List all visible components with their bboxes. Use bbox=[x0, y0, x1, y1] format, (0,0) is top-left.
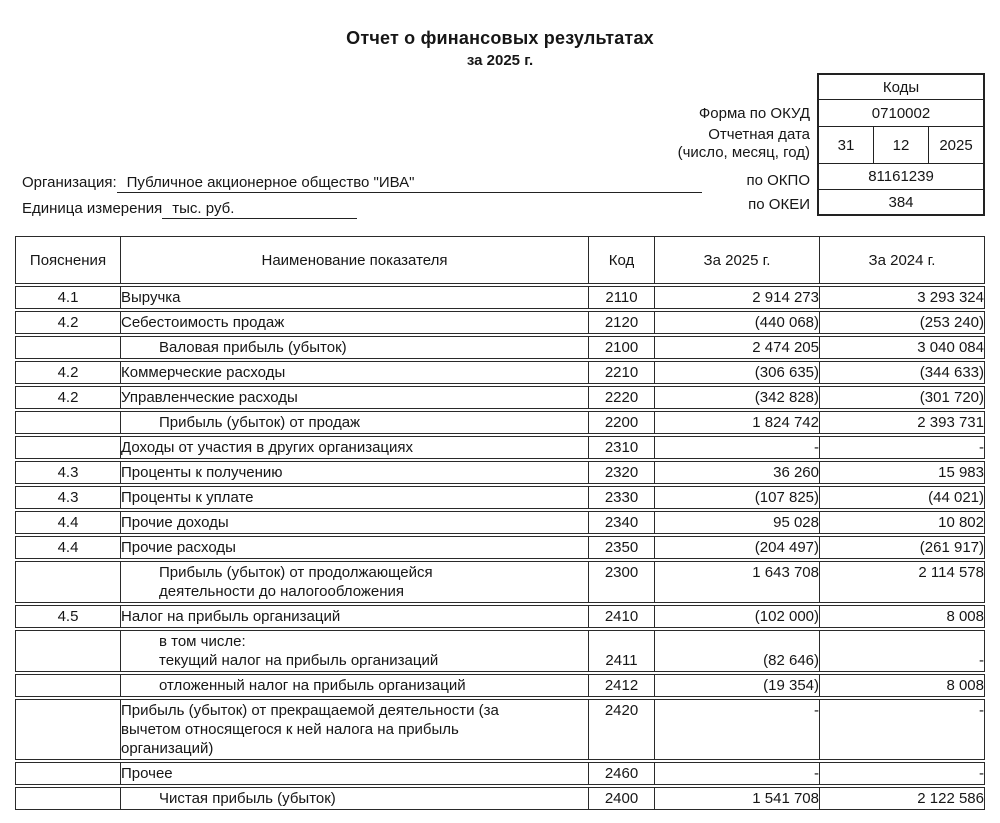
report-date-label bbox=[678, 126, 810, 162]
report-date-label-line2: (число, месяц, год) bbox=[677, 144, 810, 161]
note-cell bbox=[15, 411, 120, 434]
table-row bbox=[15, 561, 985, 603]
note-cell bbox=[15, 436, 120, 459]
indicator-name-cell bbox=[120, 699, 588, 760]
col-header-indicator: Наименование показателя bbox=[120, 236, 588, 284]
code-cell: 2120 bbox=[588, 311, 654, 334]
note-cell bbox=[15, 762, 120, 785]
indicator-name-cell bbox=[120, 386, 588, 409]
note-cell: 4.4 bbox=[15, 536, 120, 559]
value-2024-cell: (44 021) bbox=[819, 486, 985, 509]
table-row bbox=[15, 386, 985, 409]
indicator-name-cell bbox=[120, 674, 588, 697]
table-row bbox=[15, 486, 985, 509]
code-cell: 2310 bbox=[588, 436, 654, 459]
code-cell: 2210 bbox=[588, 361, 654, 384]
indicator-name-cell bbox=[120, 461, 588, 484]
note-cell: 4.3 bbox=[15, 461, 120, 484]
code-cell: 2100 bbox=[588, 336, 654, 359]
unit-line bbox=[22, 200, 357, 219]
table-row bbox=[15, 536, 985, 559]
indicator-name-cell bbox=[120, 511, 588, 534]
indicator-name-line: Валовая прибыль (убыток) bbox=[159, 339, 347, 356]
value-2024-cell: 15 983 bbox=[819, 461, 985, 484]
value-2025-cell: 1 541 708 bbox=[654, 787, 819, 810]
unit-value: тыс. руб. bbox=[162, 200, 357, 219]
indicator-name-cell bbox=[120, 486, 588, 509]
indicator-name-line: в том числе: bbox=[159, 633, 246, 650]
okpo-label: по ОКПО bbox=[746, 172, 810, 189]
table-row bbox=[15, 411, 985, 434]
indicator-name-line: Налог на прибыль организаций bbox=[121, 608, 341, 625]
note-cell: 4.2 bbox=[15, 386, 120, 409]
value-2024-cell: - bbox=[819, 762, 985, 785]
indicator-name-cell bbox=[120, 411, 588, 434]
note-cell: 4.4 bbox=[15, 511, 120, 534]
indicator-name-line: Выручка bbox=[121, 289, 181, 306]
value-2024-cell: 8 008 bbox=[819, 605, 985, 628]
table-row bbox=[15, 436, 985, 459]
table-row bbox=[15, 674, 985, 697]
indicator-name-cell bbox=[120, 561, 588, 603]
table-row bbox=[15, 336, 985, 359]
value-2025-cell: 1 643 708 bbox=[654, 561, 819, 603]
table-row bbox=[15, 461, 985, 484]
value-2024-cell: 8 008 bbox=[819, 674, 985, 697]
code-cell: 2400 bbox=[588, 787, 654, 810]
note-cell bbox=[15, 699, 120, 760]
indicator-name-line: Прибыль (убыток) от продолжающейся bbox=[159, 564, 433, 581]
note-cell bbox=[15, 674, 120, 697]
indicator-name-cell bbox=[120, 436, 588, 459]
code-cell: 2412 bbox=[588, 674, 654, 697]
document-subtitle: за 2025 г. bbox=[466, 52, 534, 69]
value-2025-cell: (306 635) bbox=[654, 361, 819, 384]
code-cell: 2410 bbox=[588, 605, 654, 628]
indicator-name-line: Прочие расходы bbox=[121, 539, 236, 556]
note-cell bbox=[15, 336, 120, 359]
table-row bbox=[15, 605, 985, 628]
value-2025-cell: (19 354) bbox=[654, 674, 819, 697]
value-2024-cell: (344 633) bbox=[819, 361, 985, 384]
value-2025-cell: 1 824 742 bbox=[654, 411, 819, 434]
value-2024-cell: 3 040 084 bbox=[819, 336, 985, 359]
indicator-name-cell bbox=[120, 286, 588, 309]
indicator-name-line: Прибыль (убыток) от продаж bbox=[159, 414, 361, 431]
indicator-name-cell bbox=[120, 336, 588, 359]
code-cell: 2350 bbox=[588, 536, 654, 559]
note-cell bbox=[15, 787, 120, 810]
indicator-name-line: Прибыль (убыток) от прекращаемой деятельности (за bbox=[121, 702, 499, 719]
indicator-name-line: Чистая прибыль (убыток) bbox=[159, 790, 336, 807]
results-table bbox=[15, 234, 985, 812]
okpo-value: 81161239 bbox=[819, 163, 983, 189]
table-row bbox=[15, 311, 985, 334]
code-cell: 2460 bbox=[588, 762, 654, 785]
note-cell: 4.1 bbox=[15, 286, 120, 309]
indicator-name-line: вычетом относящегося к ней налога на прибыль bbox=[121, 721, 459, 738]
report-date-year: 2025 bbox=[928, 127, 983, 163]
table-row bbox=[15, 286, 985, 309]
value-2025-cell: - bbox=[654, 762, 819, 785]
indicator-name-cell bbox=[120, 536, 588, 559]
table-body bbox=[15, 286, 985, 810]
value-2024-cell: - bbox=[819, 436, 985, 459]
indicator-name-line: деятельности до налогообложения bbox=[159, 583, 405, 600]
value-2024-cell: 2 122 586 bbox=[819, 787, 985, 810]
value-2025-cell: (82 646) bbox=[654, 630, 819, 672]
note-cell: 4.3 bbox=[15, 486, 120, 509]
indicator-name-line: Себестоимость продаж bbox=[121, 314, 285, 331]
col-header-2025: За 2025 г. bbox=[654, 236, 819, 284]
table-row bbox=[15, 630, 985, 672]
value-2024-cell: (253 240) bbox=[819, 311, 985, 334]
organization-label: Организация: bbox=[22, 174, 117, 191]
table-header-row bbox=[15, 236, 985, 284]
table-row bbox=[15, 762, 985, 785]
code-cell: 2411 bbox=[588, 630, 654, 672]
value-2024-cell: - bbox=[819, 630, 985, 672]
unit-label: Единица измерения bbox=[22, 200, 163, 217]
col-header-2024: За 2024 г. bbox=[819, 236, 985, 284]
value-2024-cell: (301 720) bbox=[819, 386, 985, 409]
indicator-name-line: отложенный налог на прибыль организаций bbox=[159, 677, 466, 694]
table-row bbox=[15, 361, 985, 384]
code-cell: 2320 bbox=[588, 461, 654, 484]
indicator-name-line: Коммерческие расходы bbox=[121, 364, 286, 381]
value-2024-cell: 10 802 bbox=[819, 511, 985, 534]
okei-value: 384 bbox=[819, 189, 983, 214]
note-cell bbox=[15, 561, 120, 603]
report-date-day: 31 bbox=[837, 136, 855, 154]
indicator-name-cell bbox=[120, 605, 588, 628]
indicator-name-cell bbox=[120, 311, 588, 334]
indicator-name-line: текущий налог на прибыль организаций bbox=[159, 652, 439, 669]
code-cell: 2330 bbox=[588, 486, 654, 509]
codes-box bbox=[817, 73, 985, 216]
indicator-name-cell bbox=[120, 762, 588, 785]
indicator-name-line: Проценты к получению bbox=[121, 464, 283, 481]
report-date-row bbox=[819, 126, 983, 163]
code-cell: 2110 bbox=[588, 286, 654, 309]
value-2025-cell: - bbox=[654, 699, 819, 760]
okei-label: по ОКЕИ bbox=[748, 196, 810, 213]
code-cell: 2420 bbox=[588, 699, 654, 760]
value-2025-cell: (102 000) bbox=[654, 605, 819, 628]
indicator-name-line: Прочие доходы bbox=[121, 514, 229, 531]
indicator-name-line: Управленческие расходы bbox=[121, 389, 298, 406]
code-cell: 2200 bbox=[588, 411, 654, 434]
note-cell bbox=[15, 630, 120, 672]
indicator-name-line: Доходы от участия в других организациях bbox=[121, 439, 414, 456]
value-2025-cell: 2 914 273 bbox=[654, 286, 819, 309]
value-2024-cell: 2 393 731 bbox=[819, 411, 985, 434]
indicator-name-line: Прочее bbox=[121, 765, 173, 782]
note-cell: 4.2 bbox=[15, 311, 120, 334]
indicator-name-line: Проценты к уплате bbox=[121, 489, 254, 506]
codes-box-header: Коды bbox=[882, 78, 920, 96]
indicator-name-line: организаций) bbox=[121, 740, 214, 757]
value-2025-cell: 36 260 bbox=[654, 461, 819, 484]
report-date-label-line1: Отчетная дата bbox=[708, 126, 810, 143]
table-row bbox=[15, 511, 985, 534]
value-2025-cell: (107 825) bbox=[654, 486, 819, 509]
col-header-code: Код bbox=[588, 236, 654, 284]
indicator-name-cell bbox=[120, 787, 588, 810]
value-2024-cell: 3 293 324 bbox=[819, 286, 985, 309]
value-2025-cell: 95 028 bbox=[654, 511, 819, 534]
code-cell: 2300 bbox=[588, 561, 654, 603]
document-title: Отчет о финансовых результатах bbox=[346, 28, 654, 48]
value-2025-cell: (204 497) bbox=[654, 536, 819, 559]
note-cell: 4.2 bbox=[15, 361, 120, 384]
note-cell: 4.5 bbox=[15, 605, 120, 628]
indicator-name-cell bbox=[120, 630, 588, 672]
organization-line bbox=[22, 174, 702, 193]
organization-value: Публичное акционерное общество "ИВА" bbox=[117, 174, 702, 193]
value-2025-cell: - bbox=[654, 436, 819, 459]
table-row bbox=[15, 699, 985, 760]
value-2025-cell: (342 828) bbox=[654, 386, 819, 409]
value-2024-cell: 2 114 578 bbox=[819, 561, 985, 603]
value-2025-cell: (440 068) bbox=[654, 311, 819, 334]
code-cell: 2340 bbox=[588, 511, 654, 534]
table-row bbox=[15, 787, 985, 810]
value-2024-cell: - bbox=[819, 699, 985, 760]
indicator-name-cell bbox=[120, 361, 588, 384]
table-wrapper bbox=[15, 234, 985, 812]
value-2024-cell: (261 917) bbox=[819, 536, 985, 559]
col-header-notes: Пояснения bbox=[15, 236, 120, 284]
code-cell: 2220 bbox=[588, 386, 654, 409]
okud-label: Форма по ОКУД bbox=[698, 105, 810, 122]
value-2025-cell: 2 474 205 bbox=[654, 336, 819, 359]
okud-value: 0710002 bbox=[819, 99, 983, 126]
report-date-month: 12 bbox=[873, 127, 928, 163]
